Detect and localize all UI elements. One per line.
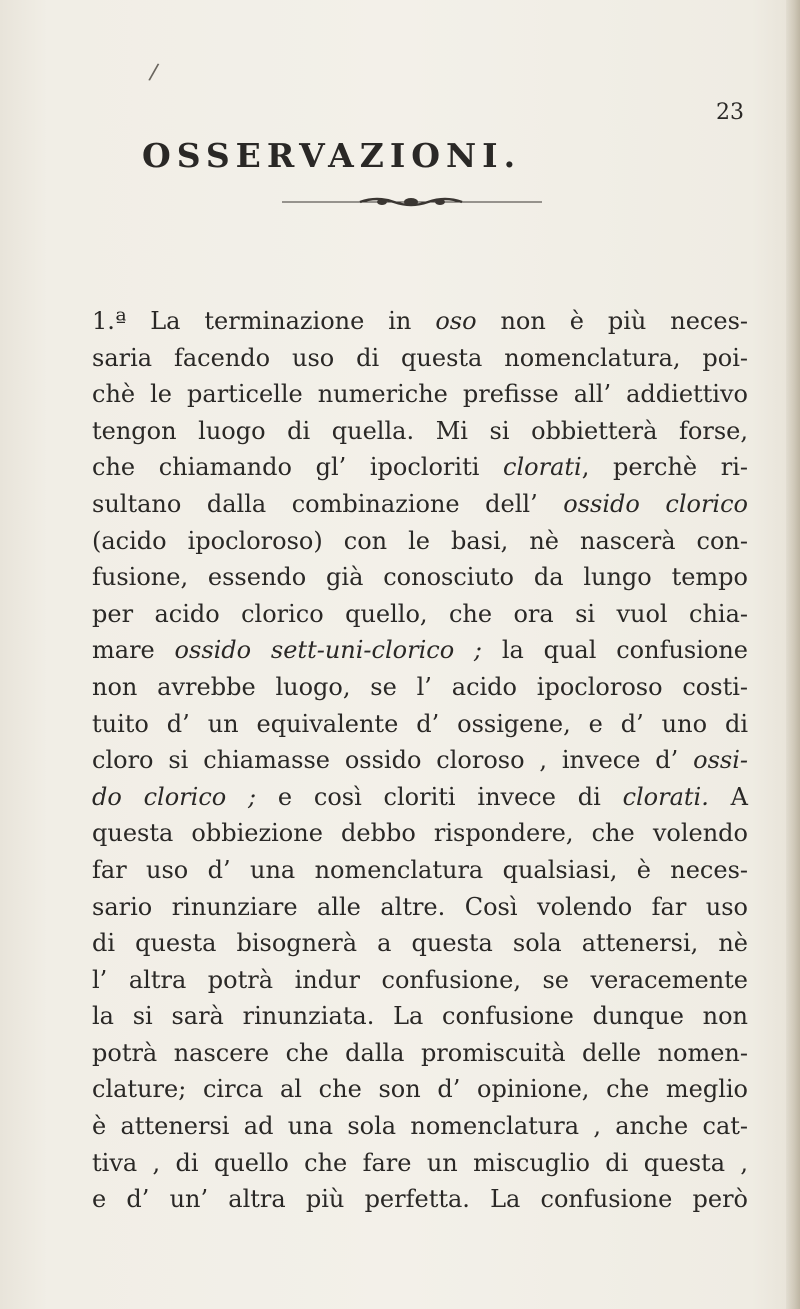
text-run: che chiamando gl’ ipocloriti — [92, 453, 504, 482]
text-run: sario rinunziare alle altre. Così volendo far uso — [92, 892, 748, 921]
text-run: clature; circa al che son d’ opinione, che meglio — [92, 1075, 748, 1104]
text-run: fusione, essendo già conosciuto da lungo tempo — [92, 563, 748, 592]
text-run: potrà nascere che dalla promiscuità delle nomen- — [92, 1038, 748, 1067]
text-run: per acido clorico quello, che ora si vuol chia- — [92, 599, 748, 628]
text-line — [92, 962, 748, 999]
stray-pen-mark: / — [147, 59, 160, 86]
text-run: non avrebbe luogo, se l’ acido ipocloroso costi- — [92, 672, 748, 701]
text-line — [92, 852, 748, 889]
text-line — [92, 303, 748, 340]
page-edge-shadow — [786, 0, 800, 1309]
text-run: e così cloriti invece di — [256, 782, 623, 811]
text-line — [92, 742, 748, 779]
text-line — [92, 449, 748, 486]
text-run: A — [708, 782, 748, 811]
text-run: l’ altra potrà indur confusione, se veracemente — [92, 965, 748, 994]
text-line — [92, 889, 748, 926]
text-line — [92, 998, 748, 1035]
text-run: tiva , di quello che fare un miscuglio di questa , — [92, 1148, 748, 1177]
text-line — [92, 1181, 748, 1218]
text-run: sultano dalla combinazione dell’ — [92, 489, 564, 518]
text-line — [92, 669, 748, 706]
text-run: non è più neces- — [476, 307, 748, 335]
text-run: tuito d’ un equivalente d’ ossigene, e d’ uno di — [92, 709, 748, 738]
text-line — [92, 1145, 748, 1182]
italic-term: oso — [435, 307, 477, 335]
section-title: OSSERVAZIONI. — [142, 136, 522, 175]
text-run: questa obbiezione debbo rispondere, che volendo — [92, 819, 748, 848]
text-run: chè le particelle numeriche prefisse all’ addiettivo — [92, 380, 748, 409]
italic-term: clorati. — [622, 782, 709, 811]
text-line — [92, 1071, 748, 1108]
text-run: (acido ipocloroso) con le basi, nè nascerà con- — [92, 526, 748, 555]
decorative-rule-ornament — [282, 196, 542, 208]
text-run: tengon luogo di quella. Mi si obbietterà forse, — [92, 416, 748, 445]
text-line — [92, 815, 748, 852]
text-run: di questa bisognerà a questa sola attenersi, nè — [92, 929, 748, 958]
text-run: e d’ un’ altra più perfetta. La confusione però — [92, 1185, 748, 1214]
text-line — [92, 1035, 748, 1072]
text-line — [92, 632, 748, 669]
text-run: saria facendo uso di questa nomenclatura, poi- — [92, 343, 748, 372]
text-run: , perchè ri- — [581, 453, 748, 482]
text-run: cloro si chiamasse ossido cloroso , invece d’ — [92, 746, 694, 775]
text-run: far uso d’ una nomenclatura qualsiasi, è neces- — [92, 855, 748, 884]
text-line — [92, 779, 748, 816]
text-line — [92, 706, 748, 743]
text-run: la si sarà rinunziata. La confusione dunque non — [92, 1002, 748, 1031]
paragraph-body — [92, 303, 748, 1218]
text-run: è attenersi ad una sola nomenclatura , anche cat- — [92, 1112, 748, 1141]
text-run: la qual confusione — [482, 636, 749, 665]
text-line — [92, 340, 748, 377]
text-run: mare — [92, 636, 175, 665]
italic-term: ossido sett-uni-clorico ; — [174, 636, 483, 665]
text-line — [92, 559, 748, 596]
text-line — [92, 596, 748, 633]
italic-term: clorati — [503, 453, 582, 482]
italic-term: ossido clorico — [563, 489, 748, 518]
text-line — [92, 925, 748, 962]
italic-term: ossi- — [693, 746, 748, 775]
text-line — [92, 486, 748, 523]
text-run: 1.ª La terminazione in — [92, 307, 436, 335]
text-line — [92, 413, 748, 450]
text-line — [92, 1108, 748, 1145]
italic-term: do clorico ; — [92, 782, 257, 811]
text-line — [92, 376, 748, 413]
page-number: 23 — [716, 100, 744, 125]
text-line — [92, 523, 748, 560]
